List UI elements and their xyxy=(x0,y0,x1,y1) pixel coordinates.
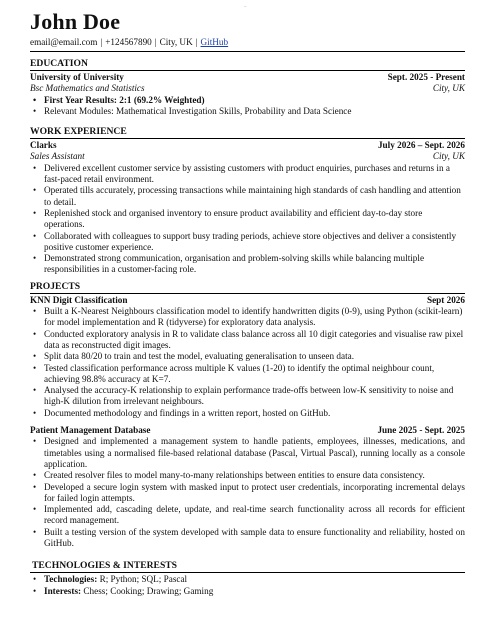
github-link[interactable]: GitHub xyxy=(200,37,229,47)
list-item: • First Year Results: 2:1 (69.2% Weighted) xyxy=(44,95,465,106)
technologies-value: R; Python; SQL; Pascal xyxy=(97,574,188,585)
section-title-tech: TECHNOLOGIES & INTERESTS xyxy=(30,560,465,573)
degree-name: Bsc Mathematics and Statistics xyxy=(30,83,145,94)
section-title-education: EDUCATION xyxy=(30,58,465,71)
location-text: City, UK xyxy=(159,37,193,47)
company-name: Clarks xyxy=(30,140,57,151)
list-item: • Split data 80/20 to train and test the model, evaluating generalisation to unseen data. xyxy=(44,351,465,362)
email-link[interactable]: email@email.com xyxy=(30,37,98,47)
list-item: • Built a K-Nearest Neighbours classification model to identify handwritten digits (0-9), using Python (scikit-learn) for model implementation and R (tidyverse) for exploratory data analysis. xyxy=(44,306,465,329)
technologies-label: Technologies: xyxy=(44,574,98,585)
list-item: • Delivered excellent customer service by assisting customers with product enquiries, purchases and returns in a fast-paced retail environment. xyxy=(44,163,465,186)
interests-label: Interests: xyxy=(44,585,82,596)
list-item: • Designed and implemented a management system to handle patients, employees, illnesses, medications, and timetables using a normalised file-based relational database (Pascal, Virtual Pascal), running locally as a console application. xyxy=(44,436,465,470)
list-item xyxy=(44,574,465,585)
project-header-row xyxy=(30,295,465,306)
list-item: • Collaborated with colleagues to support busy trading periods, achieve store objectives and deliver a consistently positive customer experience. xyxy=(44,231,465,254)
contact-separator: | xyxy=(100,37,103,47)
interests-value: Chess; Cooking; Drawing; Gaming xyxy=(81,585,214,596)
education-subheader-row xyxy=(30,83,465,94)
contact-line xyxy=(30,36,465,48)
phone-number: +124567890 xyxy=(105,37,152,47)
candidate-name: John Doe xyxy=(30,9,121,34)
experience-header-row xyxy=(30,140,465,151)
tech-section xyxy=(30,560,465,597)
project-name: KNN Digit Classification xyxy=(30,294,128,305)
project-header-row xyxy=(30,425,465,436)
page-marker: – xyxy=(244,5,247,10)
list-item: • Demonstrated strong communication, organisation and problem-solving skills while balancing multiple responsibilities in a customer-facing role. xyxy=(44,253,465,276)
list-item: • Built a testing version of the system developed with sample data to ensure functionality and reliability, hosted on GitHub. xyxy=(44,527,465,550)
section-title-experience: WORK EXPERIENCE xyxy=(30,126,465,139)
education-dates: Sept. 2025 - Present xyxy=(387,72,465,82)
list-item: • Created resolver files to model many-to-many relationships between entities to ensure data consistency. xyxy=(44,470,465,481)
section-title-projects: PROJECTS xyxy=(30,281,465,294)
school-name: University of University xyxy=(30,72,124,82)
education-location: City, UK xyxy=(432,83,465,94)
tech-bullets xyxy=(30,574,465,597)
experience-location: City, UK xyxy=(432,151,465,162)
list-item: • Tested classification performance across multiple K values (1-20) to identify the optimal neighbour count, achieving 98.8% accuracy at K=7. xyxy=(44,363,465,386)
job-role: Sales Assistant xyxy=(30,151,85,162)
project-bullets xyxy=(30,436,465,549)
experience-dates: July 2026 – Sept. 2026 xyxy=(377,140,465,151)
contact-separator: | xyxy=(195,37,198,47)
education-bullets xyxy=(30,95,465,118)
experience-section xyxy=(30,126,465,276)
project-name: Patient Management Database xyxy=(30,425,151,436)
project-bullets xyxy=(30,306,465,419)
education-header-row xyxy=(30,72,465,83)
list-item: • Operated tills accurately, processing transactions while maintaining high standards of cash handling and attention to detail. xyxy=(44,185,465,208)
header-divider xyxy=(30,51,465,56)
experience-subheader-row xyxy=(30,151,465,162)
project-dates: June 2025 - Sept. 2025 xyxy=(377,425,465,436)
list-item: • Implemented add, cascading delete, update, and real-time search functionality across all records for efficient record management. xyxy=(44,504,465,527)
list-item: • Developed a secure login system with masked input to protect user credentials, incorporating incremental delays for failed login attempts. xyxy=(44,482,465,505)
list-item: • Relevant Modules: Mathematical Investigation Skills, Probability and Data Science xyxy=(44,106,465,117)
list-item: • Documented methodology and findings in a written report, hosted on GitHub. xyxy=(44,408,465,419)
list-item: • Analysed the accuracy-K relationship to explain performance trade-offs between low-K sensitivity to noise and high-K dilution from irrelevant neighbours. xyxy=(44,385,465,408)
contact-separator: | xyxy=(154,37,157,47)
projects-section xyxy=(30,281,465,550)
list-item xyxy=(44,586,465,597)
list-item: • Replenished stock and organised inventory to ensure product availability and efficient day-to-day store operations. xyxy=(44,208,465,231)
list-item: • Conducted exploratory analysis in R to validate class balance across all 10 digit categories and visualise raw pixel data as reconstructed digit images. xyxy=(44,329,465,352)
project-dates: Sept 2026 xyxy=(426,294,465,305)
education-section xyxy=(30,58,465,117)
experience-bullets xyxy=(30,163,465,276)
